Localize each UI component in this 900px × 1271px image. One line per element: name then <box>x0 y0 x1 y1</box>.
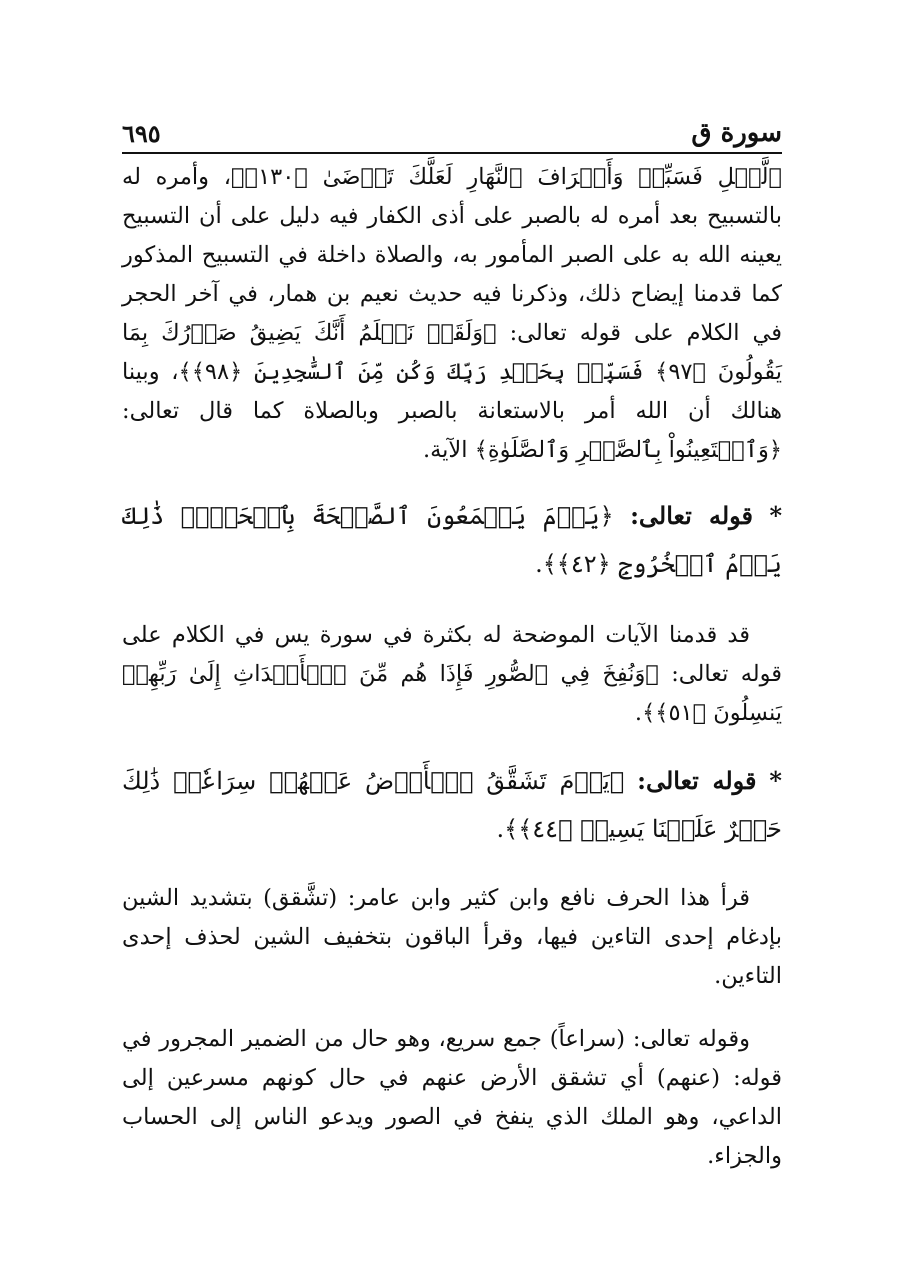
paragraph-ya-sin: قد قدمنا الآيات الموضحة له بكثرة في سورة يس في الكلام على قوله تعالى: ﴿وَنُفِخَ فِي ٱلصُّورِ فَإِذَا هُم مِّنَ ٱلۡأَجۡدَاثِ إِلَىٰ رَبِّهِمۡ يَنسِلُونَ ﴿٥١﴾﴾. <box>122 622 782 726</box>
verse-heading-44 <box>122 757 782 853</box>
page-body <box>122 158 782 1176</box>
verse-heading-42 <box>122 492 782 588</box>
page-number: ٦٩٥ <box>122 119 161 148</box>
verse-marker: * <box>769 766 782 795</box>
verse-lead: قوله تعالى: <box>637 766 757 795</box>
paragraph-siraa: وقوله تعالى: (سراعاً) جمع سريع، وهو حال من الضمير المجرور في قوله: (عنهم) أي تشقق الأرض عنهم في حال كونهم مسرعين إلى الداعي، وهو الملك الذي ينفخ في الصور ويدعو الناس إلى الحساب والجزاء. <box>122 1026 782 1169</box>
surah-title: سورة ق <box>691 118 782 148</box>
page <box>122 100 782 1176</box>
paragraph-readings: قرأ هذا الحرف نافع وابن كثير وابن عامر: (تشَّقق) بتشديد الشين بإدغام إحدى التاءين فيها، وقرأ الباقون بتخفيف الشين لحذف إحدى التاءين. <box>122 885 782 989</box>
verse-lead: قوله تعالى: <box>630 501 754 530</box>
paragraph-tasbih: ٱلَّيۡلِ فَسَبِّحۡ وَأَطۡرَافَ ٱلنَّهَارِ لَعَلَّكَ تَرۡضَىٰ ﴿١٣٠﴾﴾، وأمره له بالتسبيح بعد أمره له بالصبر على أذى الكفار فيه دليل على أن التسبيح يعينه الله به على الصبر المأمور به، والصلاة داخلة في التسبيح المذكور كما قدمنا إيضاح ذلك، وذكرنا فيه حديث نعيم بن همار، في آخر الحجر في الكلام على قوله تعالى: ﴿وَلَقَدۡ نَعۡلَمُ أَنَّكَ يَضِيقُ صَدۡرُكَ بِمَا يَقُولُونَ ﴿٩٧﴾ فَسَبِّحۡ بِحَمۡدِ رَبِّكَ وَكُن مِّنَ ٱلسَّٰجِدِينَ ﴿٩٨﴾﴾، وبينا هنالك أن الله أمر بالاستعانة بالصبر وبالصلاة كما قال تعالى: ﴿وَٱسۡتَعِينُواْ بِٱلصَّبۡرِ وَٱلصَّلَوٰةِ﴾ الآية. <box>122 164 783 463</box>
verse-text-42: ﴿يَوۡمَ يَسۡمَعُونَ ٱلصَّيۡحَةَ بِٱلۡحَقِّۚ ذَٰلِكَ يَوۡمُ ٱلۡخُرُوجِ ﴿٤٢﴾﴾. <box>122 502 782 578</box>
verse-text-44: ﴿يَوۡمَ تَشَقَّقُ ٱلۡأَرۡضُ عَنۡهُمۡ سِرَاعٗاۚ ذَٰلِكَ حَشۡرٌ عَلَيۡنَا يَسِيرٞ ﴿٤٤﴾﴾. <box>122 767 782 843</box>
page-header <box>122 100 782 154</box>
verse-marker: * <box>769 501 782 530</box>
